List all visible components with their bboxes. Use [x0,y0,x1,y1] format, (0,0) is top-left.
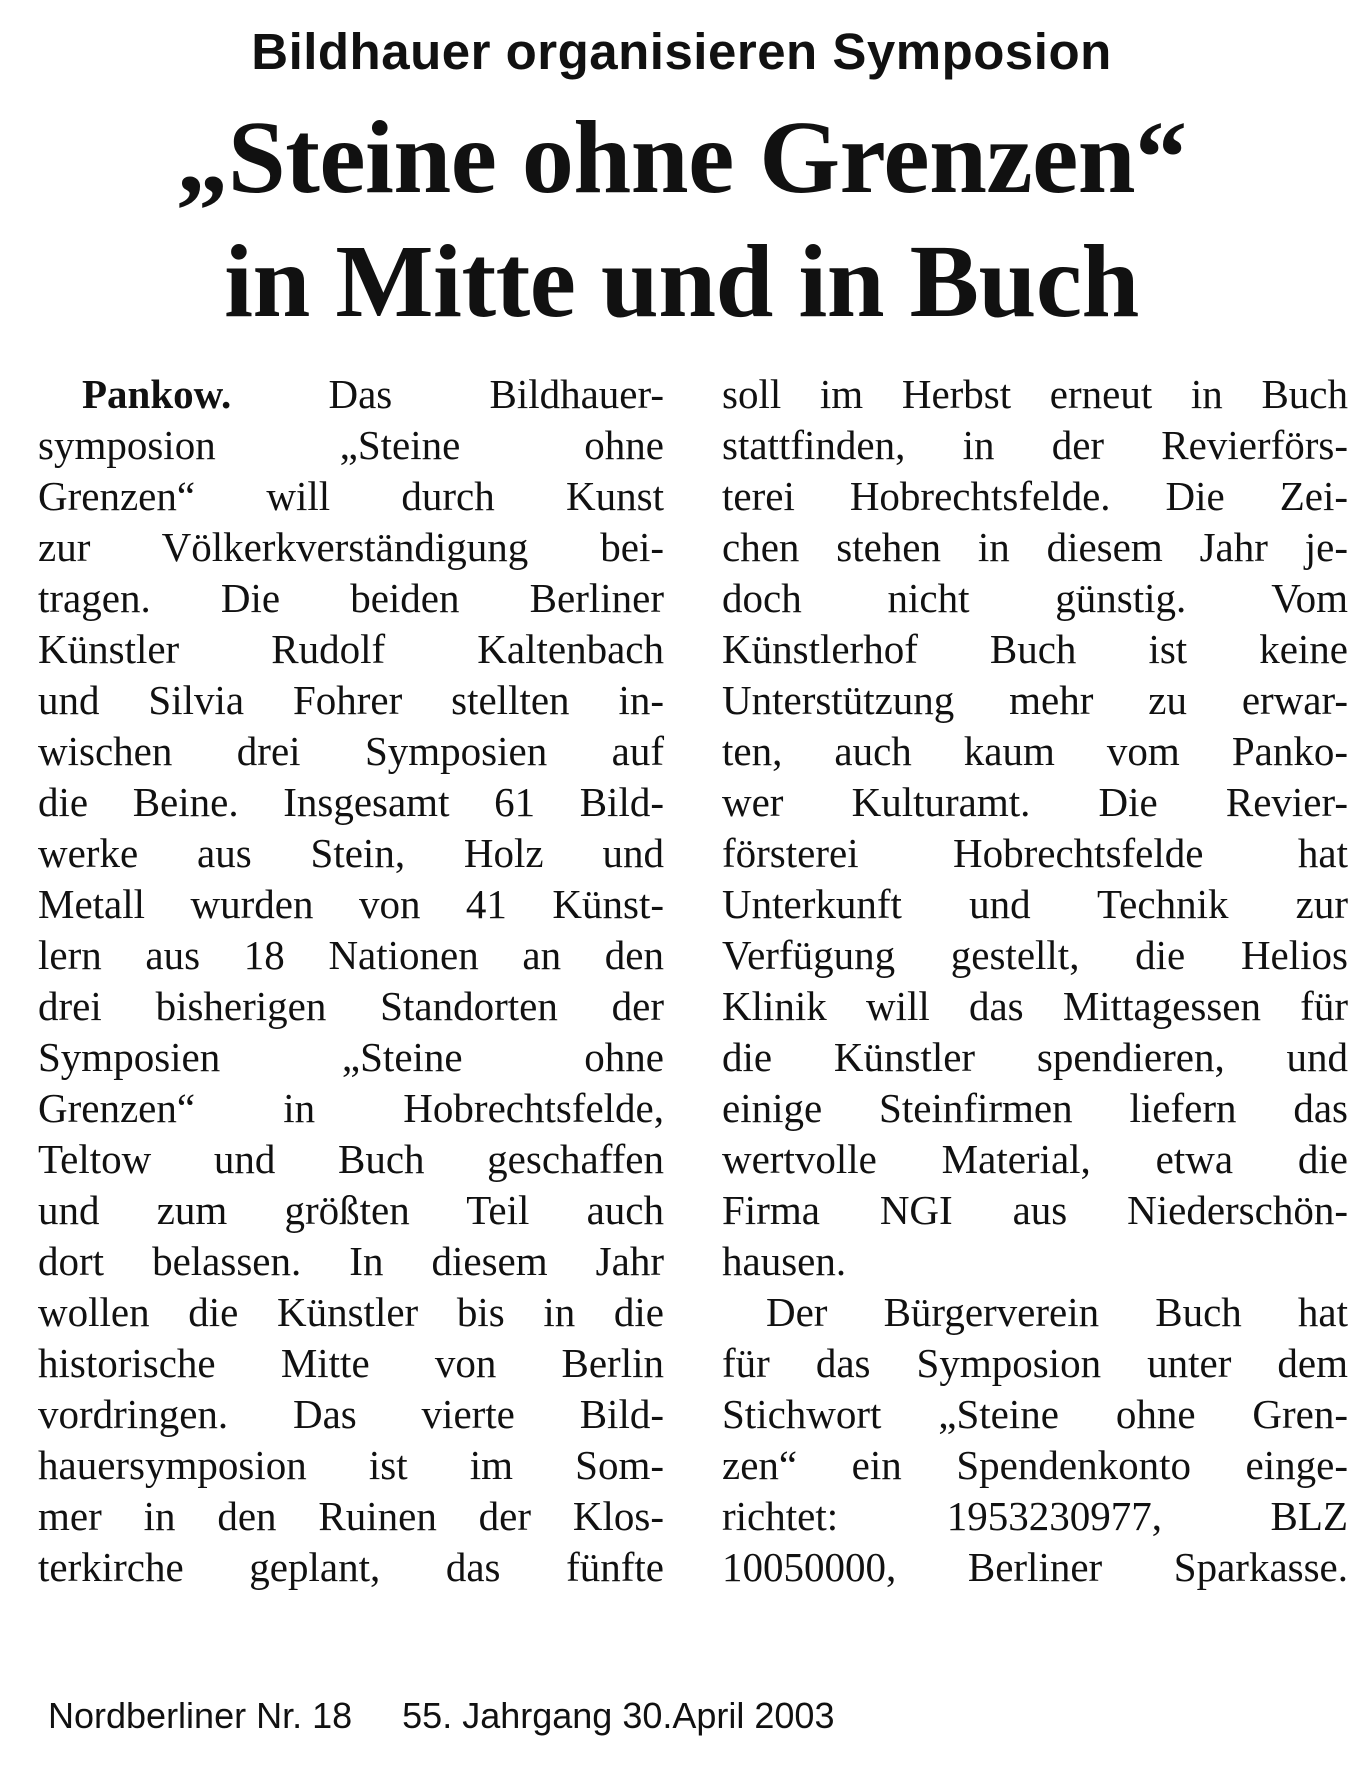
column-line: Unterkunft und Technik zur [722,881,1348,927]
column-line: die Künstler spendieren, und [722,1034,1348,1080]
column-line: historische Mitte von Berlin [38,1340,664,1386]
column-line: einige Steinfirmen liefern das [722,1085,1348,1131]
column-line: die Beine. Insgesamt 61 Bild- [38,779,664,825]
article-headline [0,96,1363,344]
column-line: Künstlerhof Buch ist keine [722,626,1348,672]
column-line: Unterstützung mehr zu erwar- [722,677,1348,723]
column-line: drei bisherigen Standorten der [38,983,664,1029]
column-line: Verfügung gestellt, die Helios [722,932,1348,978]
column-line: symposion „Steine ohne [38,422,664,468]
column-line [38,369,664,420]
column-line: doch nicht günstig. Vom [722,575,1348,621]
column-line: dort belassen. In diesem Jahr [38,1238,664,1284]
column-line: und Silvia Fohrer stellten in- [38,677,664,723]
column-line: hauersymposion ist im Som- [38,1442,664,1488]
column-line: stattfinden, in der Revierförs- [722,422,1348,468]
column-line: Klinik will das Mittagessen für [722,983,1348,1029]
column-line: Der Bürgerverein Buch hat [766,1289,1348,1335]
column-line: Künstler Rudolf Kaltenbach [38,626,664,672]
column-line: mer in den Ruinen der Klos- [38,1493,664,1539]
column-line: ten, auch kaum vom Panko- [722,728,1348,774]
headline-line-1: „Steine ohne Grenzen“ [176,100,1187,215]
lead-dateline: Pankow. [82,371,232,417]
column-line: zen“ ein Spendenkonto einge- [722,1442,1348,1488]
column-line: vordringen. Das vierte Bild- [38,1391,664,1437]
article-column-left [38,369,664,1593]
column-line: 10050000, Berliner Sparkasse. [722,1544,1348,1590]
column-line: richtet: 1953230977, BLZ [722,1493,1348,1539]
column-line: wer Kulturamt. Die Revier- [722,779,1348,825]
article-column-right [722,369,1348,1593]
column-line: Firma NGI aus Niederschön- [722,1187,1348,1233]
column-line: Symposien „Steine ohne [38,1034,664,1080]
column-line: Metall wurden von 41 Künst- [38,881,664,927]
column-line: für das Symposion unter dem [722,1340,1348,1386]
column-line: werke aus Stein, Holz und [38,830,664,876]
article-kicker: Bildhauer organisieren Symposion [251,23,1112,80]
column-line: Grenzen“ will durch Kunst [38,473,664,519]
column-line: zur Völkerkverständigung bei- [38,524,664,570]
column-line: försterei Hobrechtsfelde hat [722,830,1348,876]
column-line-text: Das Bildhauer- [231,371,664,417]
column-line: wertvolle Material, etwa die [722,1136,1348,1182]
column-line: Teltow und Buch geschaffen [38,1136,664,1182]
column-line: tragen. Die beiden Berliner [38,575,664,621]
column-line: terei Hobrechtsfelde. Die Zei- [722,473,1348,519]
headline-line-2: in Mitte und in Buch [224,224,1139,339]
column-line: terkirche geplant, das fünfte [38,1544,664,1590]
column-line: soll im Herbst erneut in Buch [722,371,1348,417]
source-edition: 55. Jahrgang 30.April 2003 [402,1695,835,1736]
column-line: und zum größten Teil auch [38,1187,664,1233]
column-line: lern aus 18 Nationen an den [38,932,664,978]
column-line: Grenzen“ in Hobrechtsfelde, [38,1085,664,1131]
column-line: wischen drei Symposien auf [38,728,664,774]
column-line: Stichwort „Steine ohne Gren- [722,1391,1348,1437]
column-line: chen stehen in diesem Jahr je- [722,524,1348,570]
column-line: hausen. [722,1238,847,1284]
column-line: wollen die Künstler bis in die [38,1289,664,1335]
source-citation [48,1694,834,1738]
source-publication: Nordberliner Nr. 18 [48,1695,353,1736]
